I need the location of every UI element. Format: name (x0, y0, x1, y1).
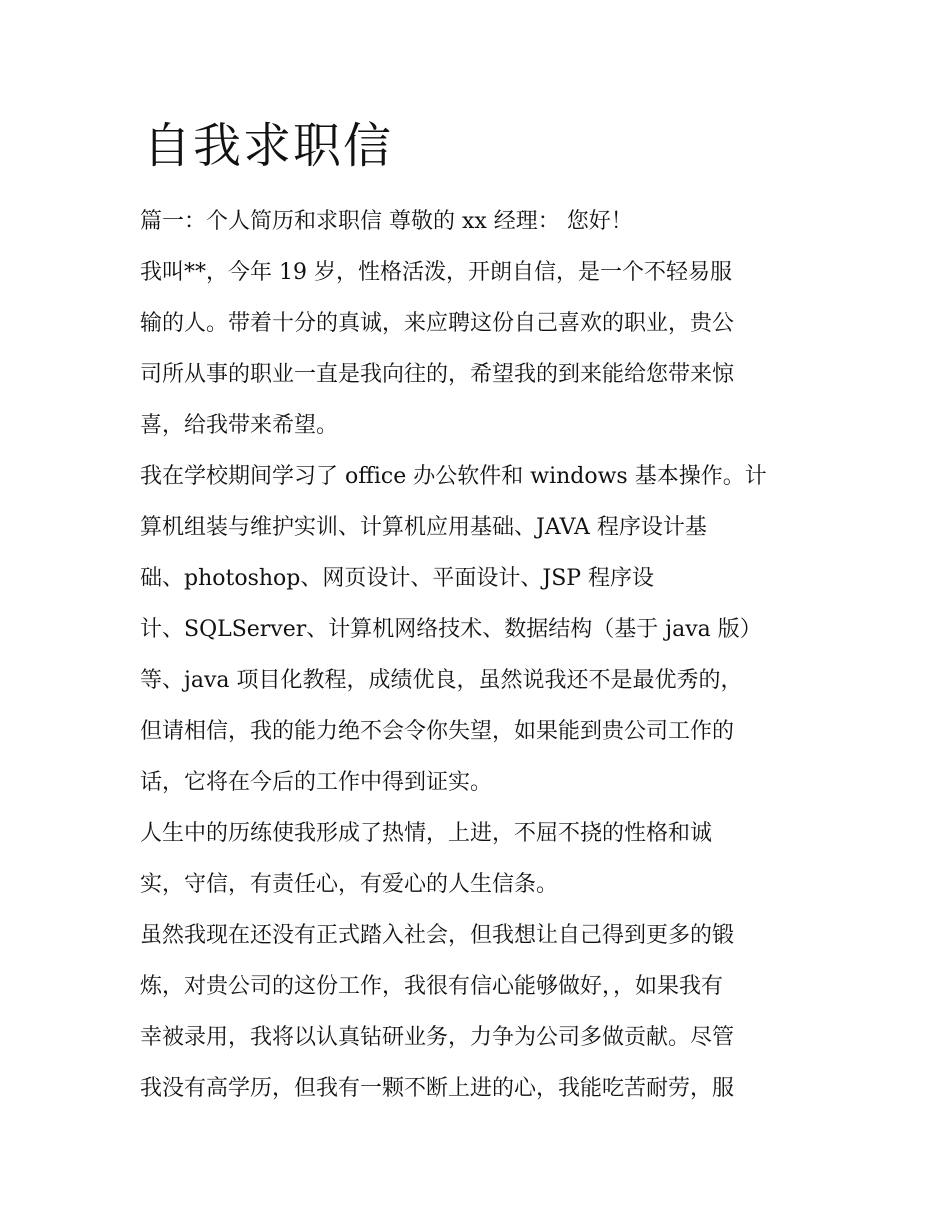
text-line: 计、SQLServer、计算机网络技术、数据结构（基于 java 版） (140, 617, 762, 642)
text-line: 输的人。带着十分的真诚，来应聘这份自己喜欢的职业，贵公 (140, 311, 735, 336)
text-line: 司所从事的职业一直是我向往的，希望我的到来能给您带来惊 (140, 362, 735, 387)
text-line: 算机组装与维护实训、计算机应用基础、JAVA 程序设计基 (140, 515, 707, 540)
text-line: 我没有高学历，但我有一颗不断上进的心，我能吃苦耐劳，服 (140, 1076, 735, 1101)
text-line: 虽然我现在还没有正式踏入社会，但我想让自己得到更多的锻 (140, 923, 735, 948)
text-line: 炼，对贵公司的这份工作，我很有信心能够做好，，如果我有 (140, 974, 724, 999)
text-line: 人生中的历练使我形成了热情，上进，不屈不挠的性格和诚 (140, 821, 713, 846)
text-line: 但请相信，我的能力绝不会令你失望，如果能到贵公司工作的 (140, 719, 735, 744)
text-line: 幸被录用，我将以认真钻研业务，力争为公司多做贡献。尽管 (140, 1025, 735, 1050)
document-body (140, 196, 820, 1114)
text-line: 喜，给我带来希望。 (140, 413, 339, 438)
text-line: 础、photoshop、网页设计、平面设计、JSP 程序设 (140, 566, 655, 591)
text-line: 篇一：个人简历和求职信 尊敬的 xx 经理： 您好！ (140, 209, 633, 234)
document-title: 自我求职信 (143, 118, 394, 174)
text-line: 等、java 项目化教程，成绩优良，虽然说我还不是最优秀的， (140, 668, 743, 693)
text-line: 实，守信，有责任心，有爱心的人生信条。 (140, 872, 559, 897)
text-line: 我在学校期间学习了 office 办公软件和 windows 基本操作。计 (140, 464, 767, 489)
text-line: 话，它将在今后的工作中得到证实。 (140, 770, 493, 795)
text-line: 我叫**，今年 19 岁，性格活泼，开朗自信，是一个不轻易服 (140, 260, 732, 285)
